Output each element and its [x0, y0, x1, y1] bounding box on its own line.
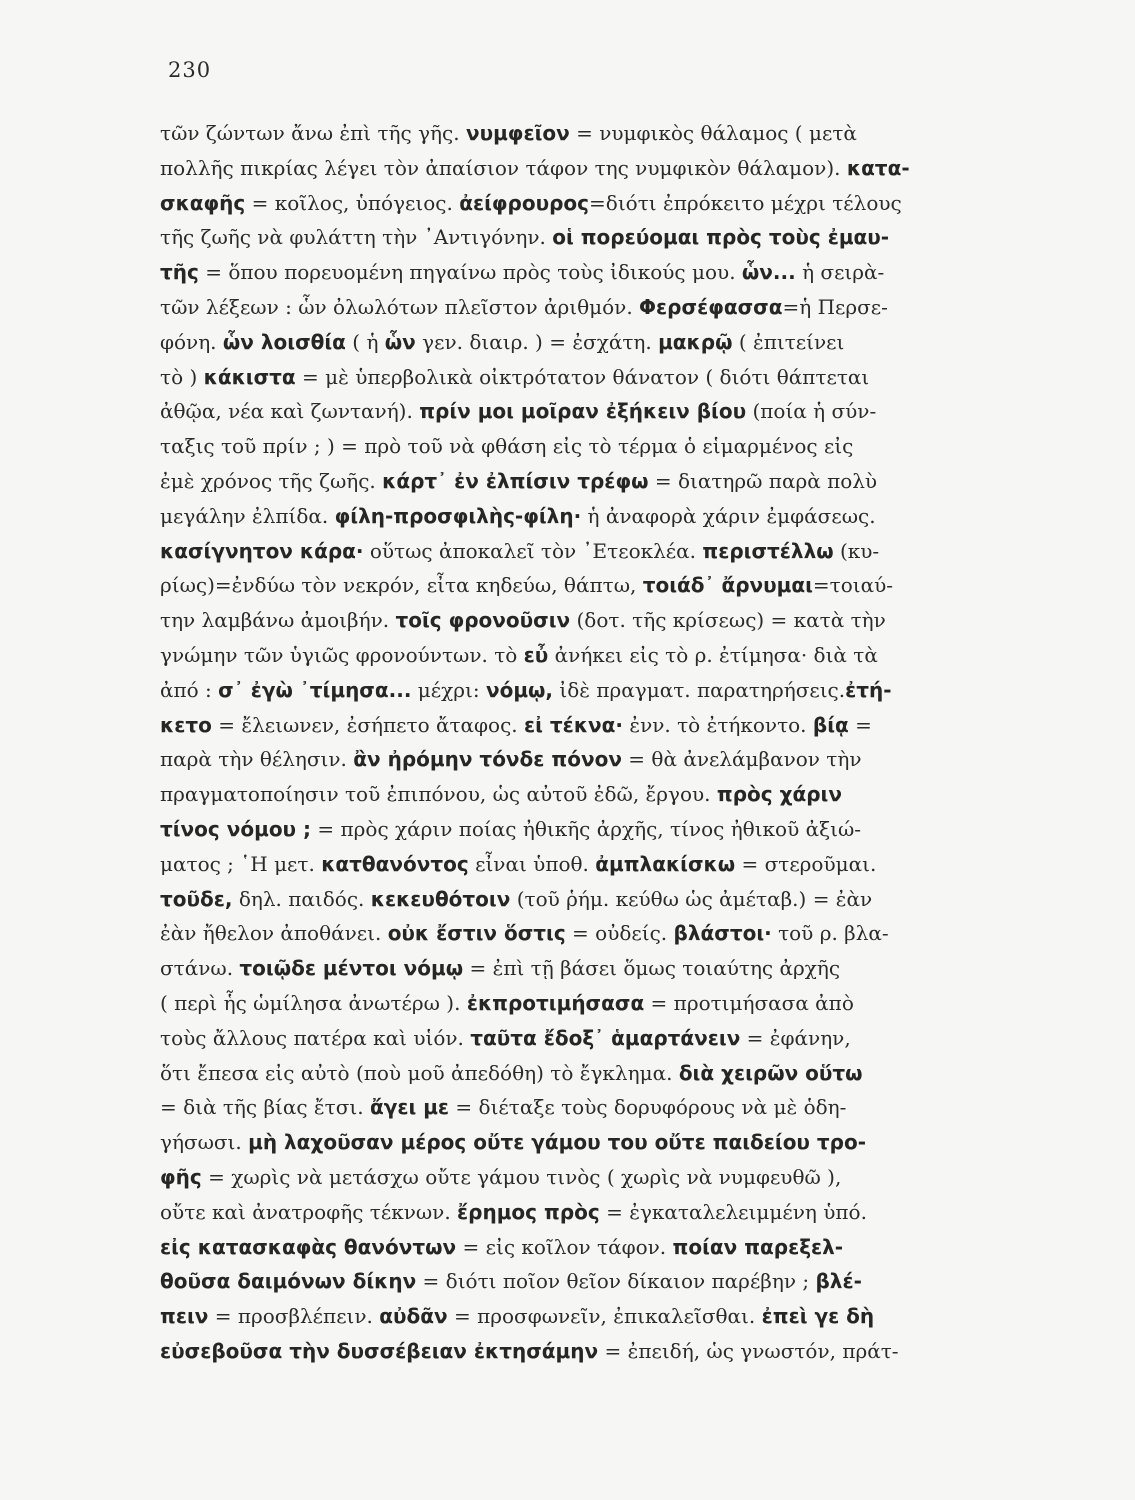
gloss-text: ἰδὲ πραγματ. παρατηρήσεις.: [553, 677, 846, 702]
gloss-text: πολλῆς πικρίας λέγει τὸν ἀπαίσιον τάφον της νυμφικὸν θάλαμον).: [160, 155, 847, 180]
text-line: [160, 464, 1020, 499]
text-line: [160, 986, 1020, 1021]
bold-term: Φερσέφασσα: [639, 294, 783, 319]
bold-term: κετο: [160, 712, 212, 737]
text-line: [160, 186, 1020, 221]
page-number: 230: [168, 58, 212, 82]
gloss-text: τοὺς ἄλλους πατέρα καὶ υἱόν.: [160, 1025, 471, 1050]
bold-term: φῆς: [160, 1164, 202, 1189]
gloss-text: = διέταξε τοὺς δορυφόρους νὰ μὲ ὁδη-: [449, 1095, 847, 1120]
gloss-text: = νυμφικὸς θάλαμος ( μετὰ: [569, 121, 857, 145]
text-line: [160, 1090, 1020, 1125]
gloss-text: = προσφωνεῖν, ἐπικαλεῖσθαι.: [447, 1304, 762, 1329]
gloss-text: ἀπό :: [160, 677, 219, 702]
text-line: [160, 812, 1020, 847]
bold-term: ποίαν παρεξελ-: [672, 1234, 844, 1259]
gloss-text: =: [848, 712, 872, 737]
text-line: [160, 394, 1020, 429]
text-line: [160, 534, 1020, 569]
text-line: [160, 638, 1020, 673]
gloss-text: (τοῦ ῥήμ. κεύθω ὡς ἀμέταβ.) = ἐὰν: [510, 886, 873, 911]
gloss-text: ὅτι ἔπεσα εἰς αὐτὸ (ποὺ μοῦ ἀπεδόθη) τὸ ἔγκλημα.: [160, 1060, 679, 1085]
gloss-text: στάνω.: [160, 956, 240, 981]
bold-term: ἄγει με: [369, 1095, 450, 1120]
gloss-text: ἡ σειρὰ-: [795, 260, 885, 285]
gloss-text: ( ἐπιτείνει: [732, 329, 845, 354]
gloss-text: οὕτως ἀποκαλεῖ τὸν ᾿Ετεοκλέα.: [363, 538, 703, 563]
text-line: [160, 882, 1020, 917]
bold-term: κάκιστα: [203, 364, 296, 389]
bold-term: φίλη-προσφιλὴς-φίλη·: [334, 503, 582, 528]
gloss-text: ( ἡ: [345, 329, 385, 354]
gloss-text: ( περὶ ἧς ὡμίλησα ἀνωτέρω ).: [160, 990, 467, 1015]
bold-term: ταῦτα ἔδοξ᾽ ἁμαρτάνειν: [470, 1025, 741, 1050]
gloss-text: γνώμην τῶν ὑγιῶς φρονούντων. τὸ: [160, 642, 524, 667]
text-line: [160, 1160, 1020, 1195]
text-line: [160, 220, 1020, 255]
gloss-text: τῆς ζωῆς νὰ φυλάττη τὴν ᾿Αντιγόνην.: [160, 225, 553, 250]
text-line: [160, 325, 1020, 360]
bold-term: τίνος νόμου ;: [160, 816, 312, 841]
text-line: [160, 255, 1020, 290]
gloss-text: γήσωσι.: [160, 1130, 249, 1155]
gloss-text: ἡ ἀναφορὰ χάριν ἐμφάσεως.: [581, 503, 876, 528]
text-line: [160, 1264, 1020, 1299]
text-line: [160, 742, 1020, 777]
gloss-text: (ποία ἡ σύν-: [746, 399, 877, 424]
text-line: [160, 847, 1020, 882]
gloss-text: οὔτε καὶ ἀνατροφῆς τέκνων.: [160, 1199, 458, 1224]
bold-term: ἐκπροτιμήσασα: [466, 990, 645, 1015]
bold-term: κεκευθότοιν: [370, 886, 511, 911]
gloss-text: μεγάλην ἐλπίδα.: [160, 503, 335, 528]
bold-term: σ᾽ ἐγὼ ᾽τίμησα...: [218, 677, 412, 702]
gloss-text: τῶν ζώντων ἄνω ἐπὶ τῆς γῆς.: [160, 121, 466, 145]
gloss-text: = προτιμήσασα ἀπὸ: [644, 990, 854, 1015]
bold-term: εὖ: [523, 642, 549, 667]
gloss-text: ταξις τοῦ πρίν ; ) = πρὸ τοῦ νὰ φθάση εἰς τὸ τέρμα ὁ εἱμαρμένος εἰς: [160, 434, 854, 459]
bold-term: ὧν: [384, 329, 416, 354]
bold-term: μὴ λαχοῦσαν μέρος οὔτε γάμου του οὔτε παιδείου τρο-: [248, 1130, 867, 1155]
bold-term: τῆς: [160, 260, 199, 285]
gloss-text: = κοῖλος, ὑπόγειος.: [245, 190, 460, 215]
text-line: [160, 1230, 1020, 1265]
gloss-text: = διατηρῶ παρὰ πολὺ: [648, 468, 878, 493]
bold-term: μακρῷ: [658, 329, 733, 354]
gloss-text: ἀνήκει εἰς τὸ ρ. ἐτίμησα· διὰ τὰ: [548, 642, 878, 667]
gloss-text: δηλ. παιδός.: [232, 886, 371, 911]
gloss-text: = προσβλέπειν.: [208, 1304, 380, 1329]
bold-term: εἰ τέκνα·: [524, 712, 623, 737]
bold-term: αὐδᾶν: [379, 1304, 448, 1329]
gloss-text: ρίως)=ἐνδύω τὸν νεκρόν, εἶτα κηδεύω, θάπτω,: [160, 573, 643, 598]
bold-term: πρίν μοι μοῖραν ἐξήκειν βίου: [419, 399, 747, 424]
bold-term: ἐπεὶ γε δὴ: [761, 1304, 875, 1329]
gloss-text: την λαμβάνω ἀμοιβήν.: [160, 608, 396, 633]
gloss-text: (δοτ. τῆς κρίσεως) = κατὰ τὴν: [570, 608, 886, 633]
text-line: [160, 499, 1020, 534]
text-line: [160, 360, 1020, 395]
bold-term: νυμφεῖον: [465, 121, 570, 145]
bold-term: βλέ-: [815, 1269, 862, 1294]
gloss-text: =ἡ Περσε-: [782, 294, 888, 319]
bold-term: πειν: [160, 1304, 209, 1329]
bold-term: νόμῳ,: [485, 677, 554, 702]
gloss-text: =τοιαύ-: [812, 573, 894, 598]
gloss-text: εἶναι ὑποθ.: [468, 851, 596, 876]
bold-term: ἔρημος πρὸς: [457, 1199, 600, 1224]
gloss-text: = ἐγκαταλελειμμένη ὑπό.: [599, 1199, 867, 1224]
text-line: [160, 429, 1020, 464]
bold-term: κάρτ᾽ ἐν ἐλπίσιν τρέφω: [382, 468, 649, 493]
bold-term: τοῖς φρονοῦσιν: [395, 608, 571, 633]
text-line: [160, 708, 1020, 743]
text-line: [160, 290, 1020, 325]
gloss-text: φόνη.: [160, 329, 223, 354]
gloss-text: = πρὸς χάριν ποίας ἠθικῆς ἀρχῆς, τίνος ἠθικοῦ ἀξιώ-: [311, 816, 862, 841]
gloss-text: ἀθῷα, νέα καὶ ζωντανή).: [160, 399, 420, 424]
gloss-text: ἐμὲ χρόνος τῆς ζωῆς.: [160, 468, 383, 493]
bold-term: τοιῷδε μέντοι νόμῳ: [239, 956, 464, 981]
text-line: [160, 151, 1020, 186]
gloss-text: = οὐδείς.: [565, 921, 674, 946]
gloss-text: = ἔλειωνεν, ἐσήπετο ἄταφος.: [211, 712, 525, 737]
gloss-text: τοῦ ρ. βλα-: [771, 921, 889, 946]
gloss-text: = χωρὶς νὰ μετάσχω οὔτε γάμου τινὸς ( χωρὶς νὰ νυμφευθῶ ),: [201, 1164, 842, 1189]
gloss-text: =διότι ἐπρόκειτο μέχρι τέλους: [589, 190, 902, 215]
text-line: [160, 1299, 1020, 1334]
text-line: [160, 1334, 1020, 1369]
bold-term: κατα-: [846, 155, 910, 180]
text-body: [160, 116, 1020, 1369]
bold-term: περιστέλλω: [702, 538, 834, 563]
bold-term: εἰς κατασκαφὰς θανόντων: [160, 1234, 457, 1259]
bold-term: ἐτή-: [845, 677, 892, 702]
gloss-text: = εἰς κοῖλον τάφον.: [456, 1234, 673, 1259]
text-line: [160, 568, 1020, 603]
gloss-text: = διότι ποῖον θεῖον δίκαιον παρέβην ;: [416, 1269, 816, 1294]
bold-term: ἂν ἠρόμην τόνδε πόνον: [353, 747, 622, 772]
gloss-text: τὸ ): [160, 364, 204, 389]
bold-term: σκαφῆς: [160, 190, 246, 215]
bold-term: κασίγνητον κάρα·: [160, 538, 364, 563]
gloss-text: πραγματοποίησιν τοῦ ἐπιπόνου, ὡς αὐτοῦ ἐδῶ, ἔργου.: [160, 782, 717, 807]
bold-term: οὐκ ἔστιν ὅστις: [387, 921, 566, 946]
text-line: [160, 951, 1020, 986]
gloss-text: = θὰ ἀνελάμβανον τὴν: [621, 747, 862, 772]
gloss-text: = στεροῦμαι.: [735, 851, 877, 876]
bold-term: διὰ χειρῶν οὕτω: [678, 1060, 863, 1085]
bold-term: ἀείφρουρος: [459, 190, 590, 215]
gloss-text: = μὲ ὑπερβολικὰ οἰκτρότατον θάνατον ( διότι θάπτεται: [295, 364, 870, 389]
gloss-text: = ἐπειδή, ὡς γνωστόν, πράτ-: [598, 1338, 899, 1363]
gloss-text: = ἐπὶ τῇ βάσει ὅμως τοιαύτης ἀρχῆς: [463, 956, 841, 981]
text-line: [160, 1056, 1020, 1091]
bold-term: κατθανόντος: [321, 851, 469, 876]
text-line: [160, 603, 1020, 638]
bold-term: τοῦδε,: [160, 886, 233, 911]
bold-term: ὧν λοισθία: [222, 329, 346, 354]
gloss-text: παρὰ τὴν θέλησιν.: [160, 747, 354, 772]
text-line: [160, 916, 1020, 951]
gloss-text: = ἐφάνην,: [740, 1025, 851, 1050]
gloss-text: = ὅπου πορευομένη πηγαίνω πρὸς τοὺς ἰδικούς μου.: [198, 260, 742, 285]
gloss-text: ματος ; ῾Η μετ.: [160, 851, 322, 876]
text-line: [160, 673, 1020, 708]
gloss-text: τῶν λέξεων : ὧν ὀλωλότων πλεῖστον ἀριθμόν.: [160, 294, 640, 319]
gloss-text: (κυ-: [833, 538, 880, 563]
bold-term: θοῦσα δαιμόνων δίκην: [160, 1269, 417, 1294]
text-line: [160, 1125, 1020, 1160]
bold-term: βλάστοι·: [673, 921, 772, 946]
bold-term: ὧν...: [741, 260, 796, 285]
bold-term: πρὸς χάριν: [716, 782, 842, 807]
text-line: [160, 1195, 1020, 1230]
bold-term: τοιάδ᾽ ἄρνυμαι: [642, 573, 813, 598]
gloss-text: ἐὰν ἤθελον ἀποθάνει.: [160, 921, 388, 946]
text-line: [160, 116, 1020, 151]
text-line: [160, 777, 1020, 812]
bold-term: εὐσεβοῦσα τὴν δυσσέβειαν ἐκτησάμην: [160, 1338, 599, 1363]
gloss-text: γεν. διαιρ. ) = ἐσχάτη.: [415, 329, 659, 354]
text-line: [160, 1021, 1020, 1056]
bold-term: βίᾳ: [812, 712, 849, 737]
gloss-text: = διὰ τῆς βίας ἔτσι.: [160, 1095, 370, 1120]
bold-term: οἱ πορεύομαι πρὸς τοὺς ἐμαυ-: [552, 225, 890, 250]
bold-term: ἀμπλακίσκω: [595, 851, 736, 876]
gloss-text: μέχρι:: [411, 677, 486, 702]
gloss-text: ἐνν. τὸ ἐτήκοντο.: [623, 712, 813, 737]
